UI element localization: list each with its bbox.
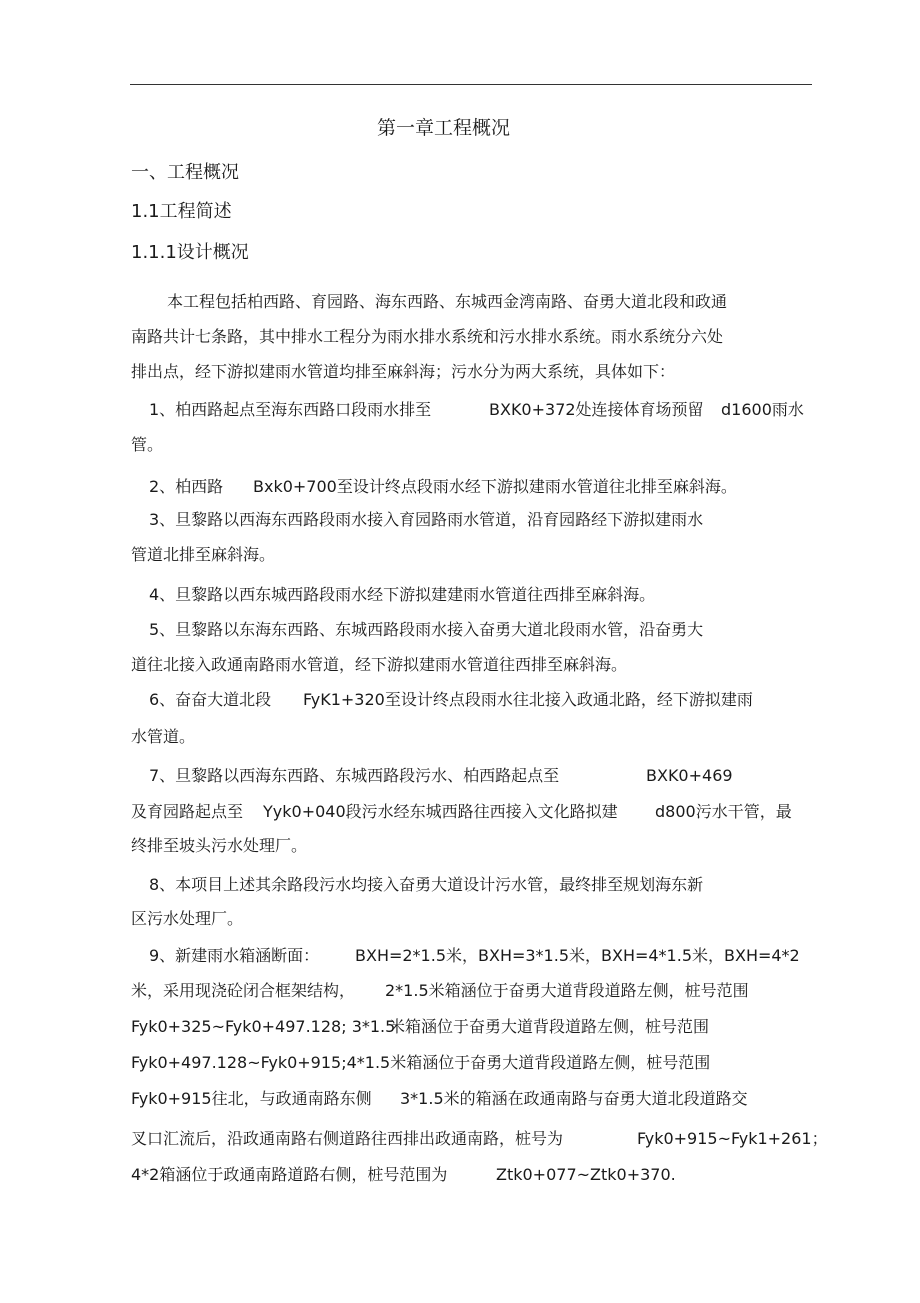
item-7-detail: Yyk0+040段污水经东城西路往西接入文化路拟建 [263, 802, 618, 821]
chapter-title: 第一章工程概况 [377, 117, 511, 139]
intro-line: 南路共计七条路，其中排水工程分为雨水排水系统和污水排水系统。雨水系统分六处 [131, 327, 724, 346]
item-9-line: Fyk0+915往北，与政通南路东侧 [131, 1089, 372, 1108]
item-4-line: 4、旦黎路以西东城西路段雨水经下游拟建建雨水管道往西排至麻斜海。 [149, 585, 656, 604]
item-7-text: 及育园路起点至 [131, 802, 244, 821]
item-9-line: Fyk0+325~Fyk0+497.128; 3*1.5 [131, 1017, 396, 1036]
section-heading-1-1: 1.1工程简述 [131, 201, 232, 222]
item-5-line: 道往北接入政通南路雨水管道，经下游拟建雨水管道往西排至麻斜海。 [131, 655, 628, 674]
header-rule [130, 84, 812, 85]
intro-line: 本工程包括柏西路、育园路、海东西路、东城西金湾南路、奋勇大道北段和政通 [167, 292, 728, 311]
section-heading-1-1-1: 1.1.1设计概况 [131, 242, 249, 263]
item-1-pipe: d1600雨水 [721, 400, 804, 419]
item-9-line: Ztk0+077~Ztk0+370. [496, 1165, 676, 1184]
item-3-line: 3、旦黎路以西海东西路段雨水接入育园路雨水管道，沿育园路经下游拟建雨水 [149, 510, 704, 529]
item-6-end: 水管道。 [131, 727, 196, 746]
item-9-line: 4*2箱涵位于政通南路道路右侧，桩号范围为 [131, 1165, 448, 1184]
item-1-end: 管。 [131, 435, 164, 454]
item-3-line: 管道北排至麻斜海。 [131, 545, 276, 564]
item-9-line: 米，采用现浇砼闭合框架结构， [131, 981, 356, 1000]
item-6-detail: FyK1+320至设计终点段雨水往北接入政通北路，经下游拟建雨 [303, 690, 753, 709]
intro-line: 排出点，经下游拟建雨水管道均排至麻斜海；污水分为两大系统，具体如下： [131, 362, 676, 381]
item-8-line: 8、本项目上述其余路段污水均接入奋勇大道设计污水管，最终排至规划海东新 [149, 875, 704, 894]
item-9-line: Fyk0+915~Fyk1+261； [637, 1129, 828, 1148]
item-9-text: 9、新建雨水箱涵断面： [149, 946, 320, 965]
item-2-text: 2、柏西路 [149, 477, 224, 496]
item-9-line: 叉口汇流后，沿政通南路右侧道路往西排出政通南路，桩号为 [131, 1129, 564, 1148]
item-9-line: Fyk0+497.128~Fyk0+915;4*1.5米箱涵位于奋勇大道背段道路左侧，桩号范围 [131, 1053, 711, 1072]
item-9-line: 3*1.5米的箱涵在政通南路与奋勇大道北段道路交 [400, 1089, 748, 1108]
item-7-text: 7、旦黎路以西海东西路、东城西路段污水、柏西路起点至 [149, 766, 560, 785]
item-7-pipe: d800污水干管，最 [655, 802, 792, 821]
section-heading-1: 一、工程概况 [131, 162, 239, 183]
item-8-line: 区污水处理厂。 [131, 909, 244, 928]
item-6-text: 6、奋奋大道北段 [149, 690, 272, 709]
item-1-code: BXK0+372处连接体育场预留 [489, 400, 704, 419]
item-9-line: 2*1.5米箱涵位于奋勇大道背段道路左侧，桩号范围 [385, 981, 749, 1000]
item-1-text: 1、柏西路起点至海东西路口段雨水排至 [149, 400, 432, 419]
item-9-line: 米箱涵位于奋勇大道背段道路左侧，桩号范围 [389, 1017, 710, 1036]
item-7-end: 终排至坡头污水处理厂。 [131, 836, 308, 855]
item-9-sections: BXH=2*1.5米，BXH=3*1.5米，BXH=4*1.5米，BXH=4*2 [355, 946, 800, 965]
item-5-line: 5、旦黎路以东海东西路、东城西路段雨水接入奋勇大道北段雨水管，沿奋勇大 [149, 620, 704, 639]
item-2-detail: Bxk0+700至设计终点段雨水经下游拟建雨水管道往北排至麻斜海。 [253, 477, 737, 496]
item-7-code: BXK0+469 [646, 766, 733, 785]
